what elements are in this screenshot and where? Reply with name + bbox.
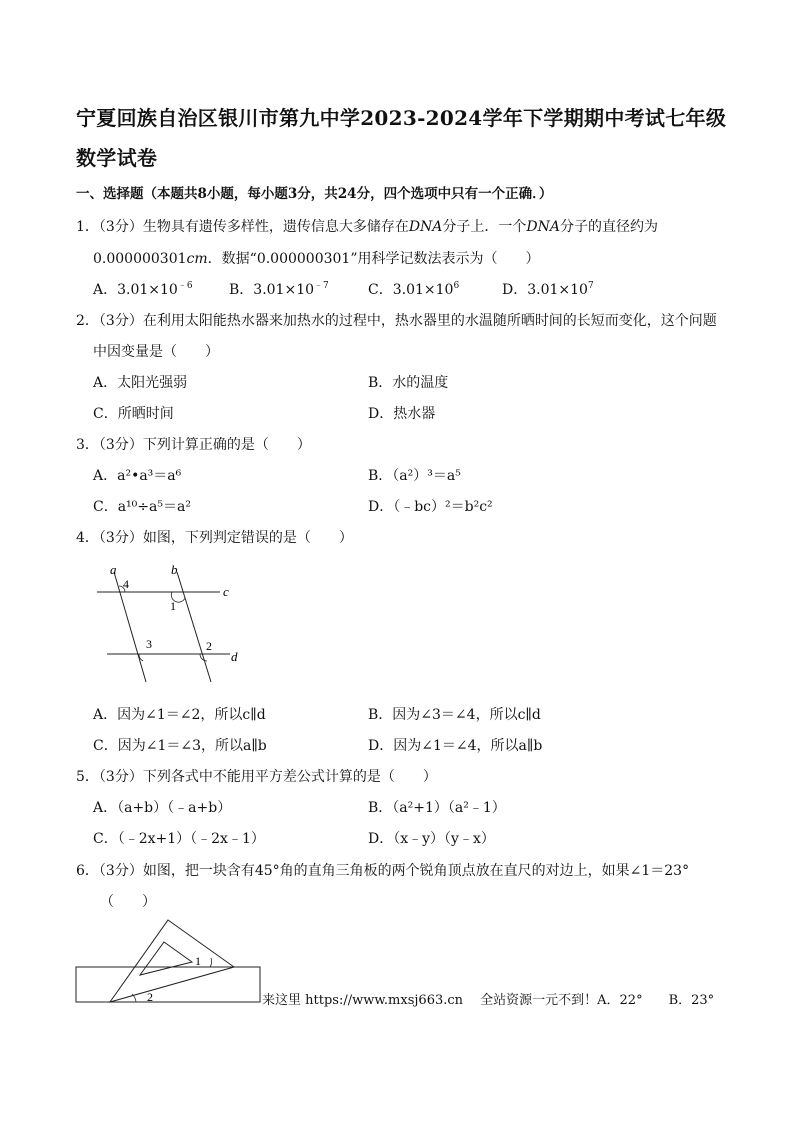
- parallel-lines-figure: [92, 558, 252, 690]
- q1-option-d-exp: 7: [587, 281, 594, 291]
- label-d: d: [231, 649, 238, 664]
- q1-number: 0.000000301: [93, 251, 187, 267]
- q1-stem-part-d: ．数据“0.000000301”用科学记数法表示为（ ）: [207, 251, 540, 267]
- q1-option-b-exp: ﹣7: [314, 281, 329, 291]
- q2-stem-line1: 2．（3分）在利用太阳能热水器来加热水的过程中，热水器里的水温随所晒时间的长短而变化，这个问题: [76, 313, 717, 329]
- q2-option-b[interactable]: B．水的温度: [368, 375, 449, 391]
- label-angle-3: 3: [146, 637, 152, 651]
- q4-option-a[interactable]: A．因为∠1＝∠2，所以c∥d: [93, 707, 266, 723]
- label-angle-4: 4: [123, 577, 129, 591]
- q1-option-c-text: C．3.01×10: [368, 282, 454, 298]
- q1-option-a-text: A．3.01×10: [93, 282, 178, 298]
- q6-stem-line2: （ ）: [100, 894, 156, 910]
- q5-option-c[interactable]: C．（﹣2x+1）（﹣2x﹣1）: [93, 831, 265, 847]
- q2-option-c[interactable]: C．所晒时间: [93, 406, 174, 422]
- q5-option-a[interactable]: A．（a+b）（﹣a+b）: [93, 800, 232, 816]
- q4-stem: 4．（3分）如图，下列判定错误的是（ ）: [76, 530, 353, 546]
- q1-dna-term: DNA: [408, 219, 443, 235]
- page-title: 宁夏回族自治区银川市第九中学2023-2024学年下学期期中考试七年级数学试卷: [76, 106, 727, 170]
- ruler-triangle-figure: [74, 912, 264, 1006]
- q4-option-c[interactable]: C．因为∠1＝∠3，所以a∥b: [93, 738, 267, 754]
- q6-stem-line1: 6．（3分）如图，把一块含有45°角的直角三角板的两个锐角顶点放在直尺的对边上，如果∠1＝23°: [76, 863, 690, 879]
- label-b: b: [171, 562, 178, 577]
- ruler-shape: [76, 967, 260, 1002]
- label-a: a: [110, 562, 117, 577]
- label-angle-1-q6: 1: [195, 954, 201, 968]
- label-c: c: [223, 584, 229, 599]
- q3-option-b[interactable]: B．（a²）³＝a⁵: [368, 468, 461, 484]
- q1-option-d[interactable]: [502, 281, 594, 299]
- q2-option-a[interactable]: A．太阳光强弱: [93, 375, 188, 391]
- q1-stem-line2: [93, 250, 540, 268]
- q5-stem: 5．（3分）下列各式中不能用平方差公式计算的是（ ）: [76, 769, 437, 785]
- q1-option-d-text: D．3.01×10: [502, 282, 588, 298]
- q1-option-c[interactable]: [368, 281, 459, 299]
- q1-option-c-exp: 6: [453, 281, 460, 291]
- q1-option-a[interactable]: [93, 281, 193, 299]
- q1-stem-line1: [76, 218, 658, 236]
- q2-stem-line2: 中因变量是（ ）: [93, 344, 219, 360]
- label-angle-1: 1: [170, 599, 176, 613]
- q1-option-b[interactable]: [229, 281, 329, 299]
- line-a: [114, 572, 146, 682]
- q5-option-b[interactable]: B．（a²+1）（a²﹣1）: [368, 800, 506, 816]
- angle-1-arc-q6: [210, 958, 212, 967]
- q3-option-d[interactable]: D．（﹣bc）²＝b²c²: [368, 499, 493, 515]
- q1-option-a-exp: ﹣6: [177, 281, 193, 291]
- label-angle-2-q6: 2: [147, 990, 153, 1004]
- section-heading: 一、选择题（本题共8小题，每小题3分，共24分，四个选项中只有一个正确．）: [76, 186, 553, 202]
- line-b: [177, 572, 211, 682]
- q4-option-b[interactable]: B．因为∠3＝∠4，所以c∥d: [368, 707, 541, 723]
- q1-option-b-text: B．3.01×10: [229, 282, 315, 298]
- q1-dna-term-2: DNA: [526, 219, 561, 235]
- q3-option-a[interactable]: A．a²•a³＝a⁶: [93, 468, 182, 484]
- q1-stem-part-b: 分子上．一个: [442, 219, 527, 235]
- q6-trailing-line: 来这里 https://www.mxsj663.cn 全站资源一元不到！A．22° B．23°: [262, 993, 715, 1008]
- label-angle-2: 2: [206, 639, 212, 653]
- q3-stem: 3．（3分）下列计算正确的是（ ）: [76, 437, 311, 453]
- q3-option-c[interactable]: C．a¹⁰÷a⁵＝a²: [93, 499, 191, 515]
- q2-option-d[interactable]: D．热水器: [368, 406, 436, 422]
- q1-unit: cm: [186, 251, 208, 267]
- q4-option-d[interactable]: D．因为∠1＝∠4，所以a∥b: [368, 738, 543, 754]
- q5-option-d[interactable]: D．（x﹣y）（y﹣x）: [368, 831, 495, 847]
- q1-stem-part-a: 1．（3分）生物具有遗传多样性，遗传信息大多储存在: [76, 219, 409, 235]
- q1-stem-part-c: 分子的直径约为: [560, 219, 659, 235]
